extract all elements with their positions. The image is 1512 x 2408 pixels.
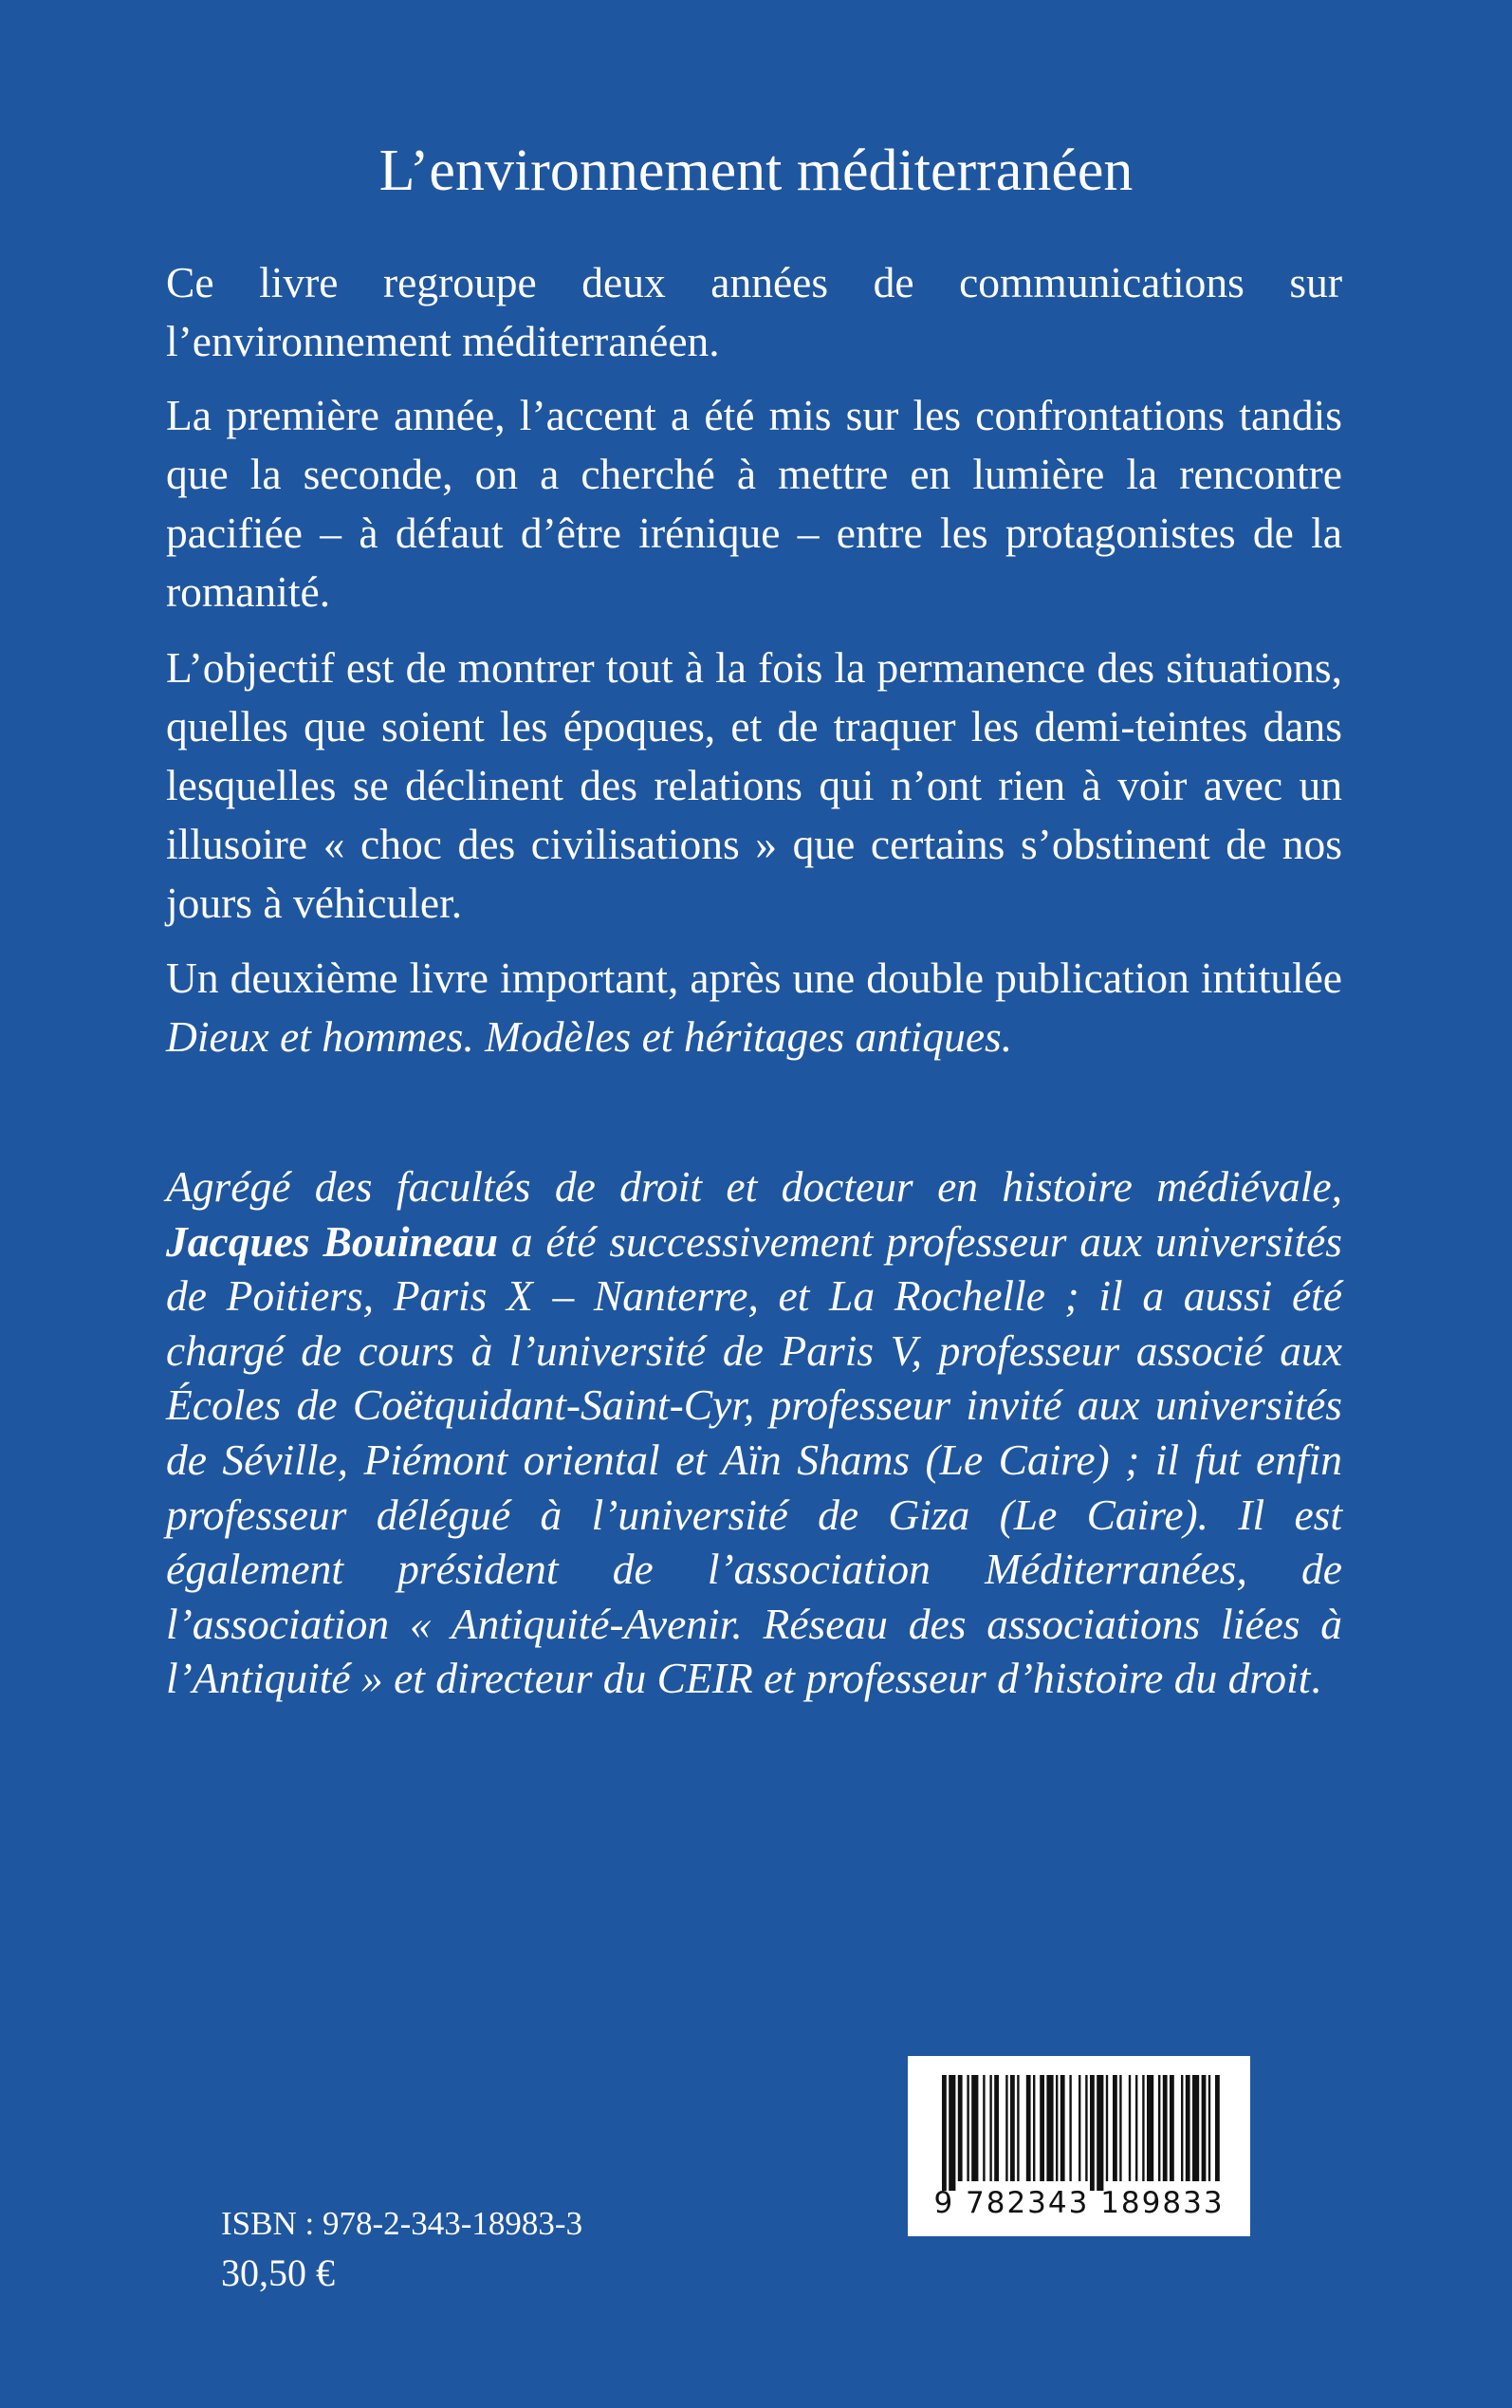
barcode-bar [1186, 2075, 1190, 2181]
barcode-bar [1017, 2075, 1019, 2181]
barcode-bar [1106, 2075, 1108, 2181]
author-bio [166, 1159, 1342, 1706]
barcode-bar [1113, 2075, 1117, 2181]
barcode-bar [949, 2075, 955, 2191]
book-title: L’environnement méditerranéen [378, 139, 1134, 203]
barcode-bar [1135, 2075, 1137, 2181]
barcode-bar [958, 2075, 963, 2181]
barcode-bar [1033, 2075, 1035, 2181]
barcode-bar [1046, 2075, 1053, 2181]
barcode-bar [1040, 2075, 1044, 2181]
barcode-bar [989, 2075, 991, 2181]
barcode-bar [1090, 2075, 1095, 2191]
barcode-bar [1202, 2075, 1207, 2181]
paragraph-4 [166, 949, 1342, 1066]
barcode-bar [1005, 2075, 1007, 2181]
barcode-bar [1119, 2075, 1121, 2181]
barcode-bar [942, 2075, 947, 2191]
barcode-bar [1085, 2075, 1087, 2181]
barcode-bar [1142, 2075, 1144, 2181]
isbn: ISBN : 978-2-343-18983-3 [221, 2205, 583, 2242]
barcode-bar [1215, 2075, 1220, 2181]
barcode-bar [1181, 2075, 1183, 2181]
paragraph-1: Ce livre regroupe deux années de communications sur l’environnement méditerranéen. [166, 258, 1342, 365]
barcode-bar [1163, 2075, 1168, 2181]
bio-intro: Agrégé des facultés de droit et docteur en histoire médiévale, [166, 1162, 1342, 1211]
barcode-bar [1208, 2075, 1210, 2181]
paragraph-3: L’objectif est de montrer tout à la fois la permanence des situations, quelles que soient les époques, et de traquer les demi-teintes dans lesquelles se déclinent des relations qui n’ont rien à voir avec un illusoire « choc des civilisations » que certains s’obstinent de nos jours à véhiculer. [166, 643, 1342, 927]
barcode-bar [1129, 2075, 1131, 2181]
paragraph-4-italic-title: Dieux et hommes. Modèles et héritages antiques. [166, 1012, 1013, 1061]
barcode-bar [983, 2075, 985, 2181]
barcode-bar [1010, 2075, 1015, 2181]
barcode-bar [1158, 2075, 1160, 2181]
barcode-bar [1192, 2075, 1199, 2181]
barcode-bar [971, 2075, 978, 2181]
barcode [908, 2056, 1250, 2236]
barcode-bar [1069, 2075, 1071, 2181]
barcode-bar [1170, 2075, 1174, 2181]
price: 30,50 € [221, 2251, 335, 2294]
barcode-bar [1147, 2075, 1153, 2181]
barcode-bar [1079, 2075, 1080, 2181]
barcode-bar [967, 2075, 968, 2181]
author-name: Jacques Bouineau [166, 1216, 499, 1266]
barcode-digits: 9 782343 189833 [933, 2186, 1225, 2220]
barcode-bar [994, 2075, 999, 2181]
paragraph-2: La première année, l’accent a été mis sur les confrontations tandis que la seconde, on a cherché à mettre en lumière la rencontre pacifiée – à défaut d’être irénique – entre les protagonistes de la romanité. [166, 391, 1342, 616]
paragraph-4-text: Un deuxième livre important, après une double publication intitulée [166, 954, 1342, 1002]
barcode-bar [1097, 2075, 1103, 2191]
barcode-bar [1026, 2075, 1031, 2181]
bio-end: . [1310, 1654, 1321, 1703]
barcode-bar [1056, 2075, 1058, 2181]
bio-rest: a été successivement professeur aux universités de Poitiers, Paris X – Nanterre, et La Rochelle ; il a aussi été chargé de cours à l’université de Paris V, professeur associé aux Écoles de Coëtquidant-Saint-Cyr, professeur invité aux universités de Séville, Piémont oriental et Aïn Shams (Le Caire) ; il fut enfin professeur délégué à l’université de Giza (Le Caire). Il est également président de l’association Méditerranées, de l’association « Antiquité-Avenir. Réseau des associations liées à l’Antiquité » et directeur du CEIR et professeur d’histoire du droit [166, 1216, 1342, 1703]
barcode-bar [1060, 2075, 1065, 2181]
